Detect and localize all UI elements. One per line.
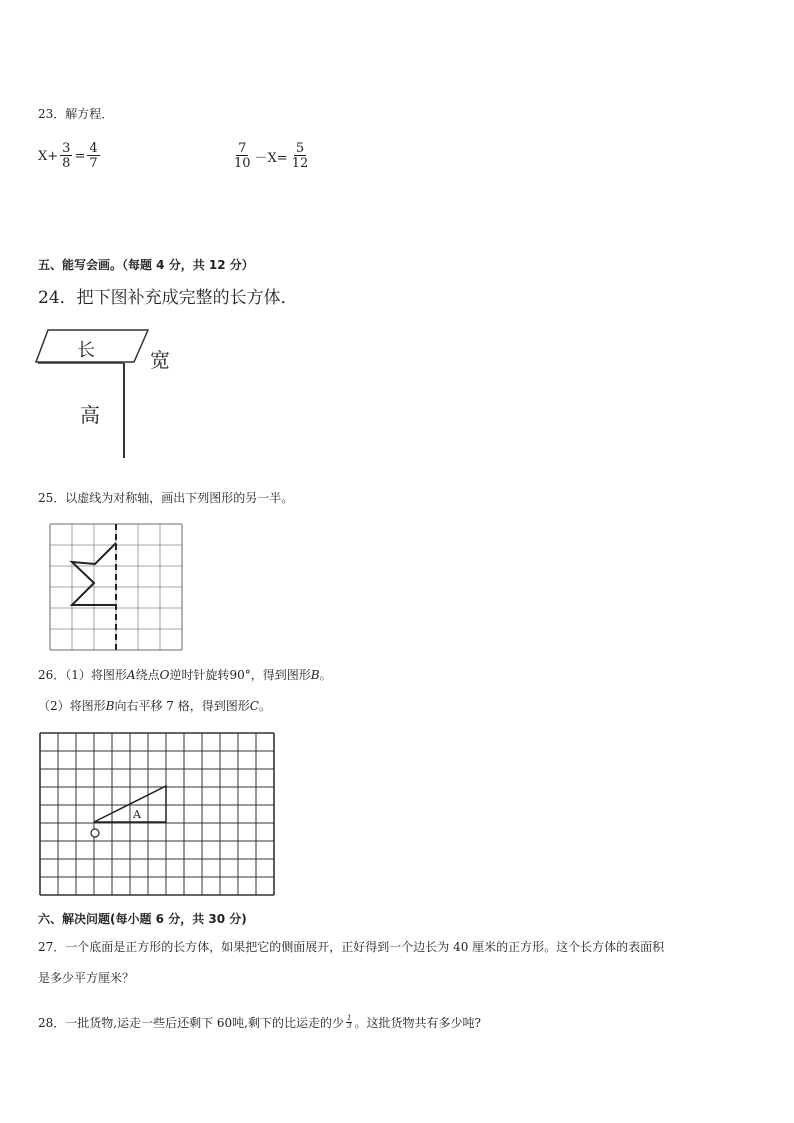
label-length: 长 (77, 340, 95, 361)
q28-frac-denominator: 3 (347, 1022, 352, 1030)
q25-title: 25．以虚线为对称轴，画出下列图形的另一半。 (38, 491, 294, 505)
q26-p1-text-a: 26．（1）将图形 (38, 668, 127, 682)
q24-title: 24．把下图补充成完整的长方体． (38, 288, 298, 308)
eq1-prefix: X+ (38, 148, 59, 164)
q28-fraction (346, 1015, 352, 1030)
label-height: 高 (80, 403, 100, 427)
eq1-frac1-numerator: 3 (62, 141, 71, 156)
eq1-frac1-denominator: 8 (62, 156, 71, 171)
q28-frac-numerator: 1 (347, 1014, 352, 1022)
q28-text (38, 1014, 481, 1031)
q26-p2-shape-b: B (105, 699, 115, 713)
point-o-marker (91, 829, 99, 837)
q26-p1-text-b: 绕点 (135, 668, 160, 682)
q26-p2-end: 。 (258, 699, 271, 713)
eq1-equals: = (74, 148, 86, 164)
section-6-heading: 六、解决问题(每小题 6 分，共 30 分) (38, 912, 247, 926)
eq1-frac2-denominator: 7 (89, 156, 98, 171)
q26-p1-text-d: ，得到图形 (250, 668, 311, 682)
eq1-frac2-numerator: 4 (89, 141, 98, 156)
q28-text-before: 28．一批货物,运走一些后还剩下 60吨,剩下的比运走的少 (38, 1016, 344, 1030)
eq2-frac2-denominator: 12 (291, 156, 309, 171)
q26-p1-degrees: 90° (229, 668, 251, 682)
q26-p1-text-c: 逆时针旋转 (169, 668, 230, 682)
eq2-frac2-numerator: 5 (295, 141, 305, 156)
q28-text-after: 。这批货物共有多少吨? (354, 1016, 481, 1030)
q26-p2-text-b: 向右平移 7 格，得到图形 (114, 699, 250, 713)
q27-line-2: 是多少平方厘米？ (38, 971, 135, 985)
q26-p1-end: 。 (319, 668, 332, 682)
eq2-minus-x: －X= (254, 150, 288, 166)
label-width: 宽 (150, 348, 170, 372)
q26-p1-point-o: O (159, 668, 170, 682)
q26-p2-shape-c: C (249, 699, 259, 713)
rotation-grid-lines (40, 733, 274, 895)
q26-p1-shape-b: B (310, 668, 320, 682)
q26-p2-text-a: （2）将图形 (38, 699, 106, 713)
q27-line-1: 27．一个底面是正方形的长方体，如果把它的侧面展开，正好得到一个边长为 40 厘米的正方形。这个长方体的表面积 (38, 940, 665, 954)
q23-title: 23．解方程． (38, 107, 114, 121)
label-shape-a: A (133, 808, 141, 821)
eq2-frac1-numerator: 7 (238, 141, 247, 156)
eq2-frac1-denominator: 10 (234, 156, 251, 171)
section-5-heading: 五、能写会画。（每题 4 分，共 12 分） (38, 258, 254, 272)
q26-p1-shape-a: A (126, 668, 136, 682)
